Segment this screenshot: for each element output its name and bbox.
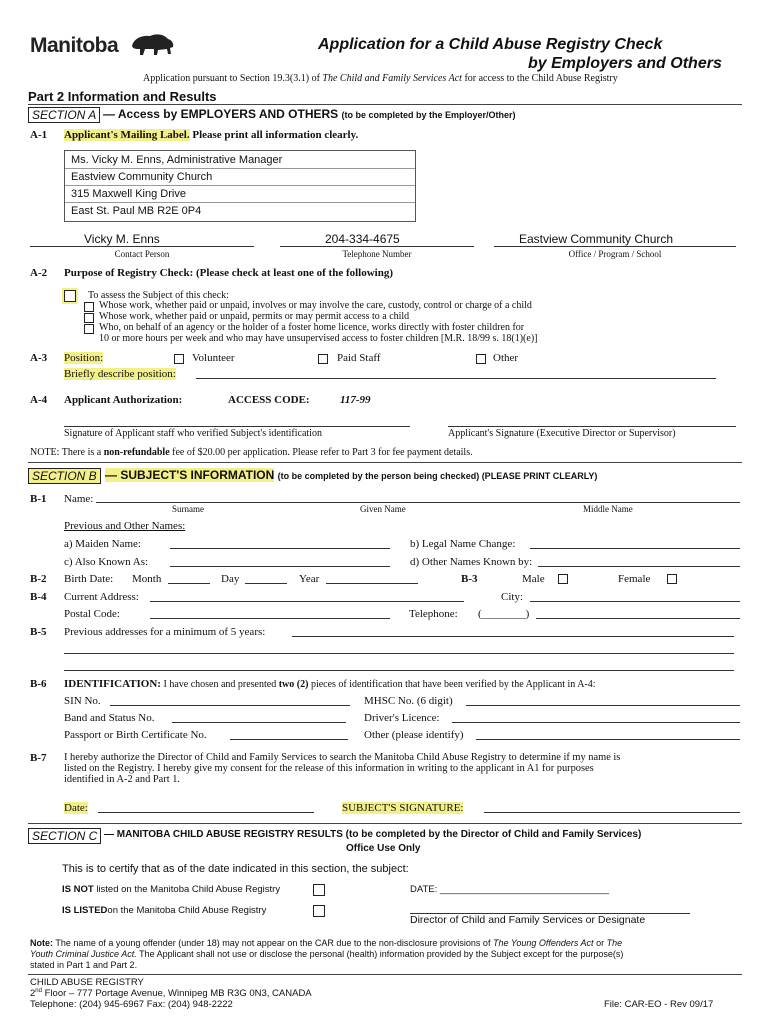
name-field[interactable] bbox=[96, 502, 740, 503]
other-names-field[interactable] bbox=[538, 566, 740, 567]
b6-number: B-6 bbox=[30, 678, 47, 690]
b1-number: B-1 bbox=[30, 493, 47, 505]
maiden-name-field[interactable] bbox=[170, 548, 390, 549]
other-id-field[interactable] bbox=[476, 739, 740, 740]
contact-person-caption: Contact Person bbox=[114, 249, 170, 259]
prev-address-field[interactable] bbox=[292, 636, 734, 637]
paid-staff-label: Paid Staff bbox=[337, 352, 381, 364]
other-id-label: Other (please identify) bbox=[364, 729, 464, 741]
b3-number: B-3 bbox=[461, 573, 478, 585]
form-title-line2: by Employers and Others bbox=[528, 55, 722, 72]
section-c-label: SECTION C bbox=[28, 828, 101, 844]
subject-signature-field[interactable] bbox=[484, 812, 740, 813]
footer-phone: Telephone: (204) 945-6967 Fax: (204) 948-2222 bbox=[30, 999, 233, 1010]
paid-staff-checkbox[interactable] bbox=[318, 354, 328, 364]
phone-field[interactable] bbox=[536, 618, 740, 619]
postal-code-label: Postal Code: bbox=[64, 608, 120, 620]
previous-names-label: Previous and Other Names: bbox=[64, 520, 186, 532]
prev-address-field[interactable] bbox=[64, 670, 734, 671]
bison-logo-icon bbox=[128, 30, 176, 58]
middle-name-caption: Middle Name bbox=[583, 504, 633, 514]
contact-person-value[interactable]: Vicky M. Enns bbox=[84, 232, 160, 246]
is-listed-checkbox[interactable] bbox=[313, 905, 325, 917]
access-code-label: ACCESS CODE: bbox=[228, 394, 310, 406]
describe-position-label: Briefly describe position: bbox=[64, 368, 176, 380]
footer-address: 2nd Floor – 777 Portage Avenue, Winnipeg MB R3G 0N3, CANADA bbox=[30, 988, 312, 1000]
office-use-only: Office Use Only bbox=[346, 843, 421, 854]
volunteer-label: Volunteer bbox=[192, 352, 235, 364]
a2-label: Purpose of Registry Check: (Please check at least one of the following) bbox=[64, 267, 394, 279]
b1-name-label: Name: bbox=[64, 493, 94, 505]
passport-field[interactable] bbox=[230, 739, 348, 740]
a2-opt-label: Who, on behalf of an agency or the holder of a foster home licence, works directly with foster children for bbox=[99, 322, 525, 333]
is-not-checkbox[interactable] bbox=[313, 884, 325, 896]
a1-number: A-1 bbox=[30, 129, 48, 141]
telephone-caption: Telephone Number bbox=[342, 249, 412, 259]
a2-opt-label: Whose work, whether paid or unpaid, permits or may permit access to a child bbox=[99, 311, 410, 322]
footer-registry: CHILD ABUSE REGISTRY bbox=[30, 977, 144, 988]
mailing-label-box[interactable] bbox=[64, 150, 416, 222]
staff-signature-caption: Signature of Applicant staff who verified Subject's identification bbox=[64, 428, 322, 439]
female-label: Female bbox=[618, 573, 651, 585]
section-a-label: SECTION A bbox=[28, 107, 100, 123]
female-checkbox[interactable] bbox=[667, 574, 677, 584]
telephone-label: Telephone: bbox=[409, 608, 458, 620]
part2-title: Part 2 Information and Results bbox=[28, 89, 217, 104]
day-field[interactable] bbox=[245, 583, 287, 584]
other-checkbox[interactable] bbox=[476, 354, 486, 364]
applicant-signature-field[interactable] bbox=[448, 426, 736, 427]
a3-number: A-3 bbox=[30, 352, 48, 364]
b5-number: B-5 bbox=[30, 626, 47, 638]
prev-address-field[interactable] bbox=[64, 653, 734, 654]
prev-addresses-label: Previous addresses for a minimum of 5 years: bbox=[64, 626, 266, 638]
describe-position-field[interactable] bbox=[196, 378, 716, 379]
other-names-label: d) Other Names Known by: bbox=[410, 556, 533, 568]
section-a-heading: — Access by EMPLOYERS AND OTHERS (to be completed by the Employer/Other) bbox=[103, 107, 516, 121]
a4-label: Applicant Authorization: bbox=[64, 394, 183, 406]
aka-field[interactable] bbox=[170, 566, 390, 567]
a3-position-label: Position: bbox=[64, 352, 104, 364]
subject-signature-label: SUBJECT'S SIGNATURE: bbox=[342, 802, 464, 814]
section-b-label: SECTION B bbox=[28, 468, 101, 484]
certify-text: This is to certify that as of the date indicated in this section, the subject: bbox=[62, 863, 409, 875]
city-label: City: bbox=[501, 591, 524, 603]
telephone-value[interactable]: 204-334-4675 bbox=[325, 232, 400, 246]
form-subtitle: Application pursuant to Section 19.3(3.1) of The Child and Family Services Act for access to the Child Abuse Registry bbox=[143, 73, 618, 84]
band-label: Band and Status No. bbox=[64, 712, 155, 724]
is-not-label: IS NOT listed on the Manitoba Child Abuse Registry bbox=[62, 884, 281, 895]
b7-consent-line: listed on the Registry. I hereby give my consent for the release of this information in writing to the applicant in A1 for purposes bbox=[64, 763, 594, 774]
male-checkbox[interactable] bbox=[558, 574, 568, 584]
manitoba-logo: Manitoba bbox=[30, 34, 119, 57]
legal-change-label: b) Legal Name Change: bbox=[410, 538, 516, 550]
a2-main-label: To assess the Subject of this check: bbox=[88, 290, 229, 301]
a2-opt-label: Whose work, whether paid or unpaid, involves or may involve the care, custody, control or charge of a child bbox=[99, 300, 532, 311]
other-label: Other bbox=[493, 352, 519, 364]
access-code-value: 117-99 bbox=[340, 394, 371, 406]
a2-opt-checkbox[interactable] bbox=[84, 302, 94, 312]
applicant-signature-caption: Applicant's Signature (Executive Director or Supervisor) bbox=[448, 428, 676, 439]
passport-label: Passport or Birth Certificate No. bbox=[64, 729, 207, 741]
maiden-name-label: a) Maiden Name: bbox=[64, 538, 141, 550]
director-caption: Director of Child and Family Services or Designate bbox=[410, 914, 646, 926]
date-field[interactable] bbox=[98, 812, 314, 813]
legal-change-field[interactable] bbox=[530, 548, 740, 549]
mailing-line: Eastview Community Church bbox=[71, 171, 213, 183]
a2-opt-checkbox[interactable] bbox=[84, 324, 94, 334]
month-label: Month bbox=[132, 573, 162, 585]
current-address-field[interactable] bbox=[150, 601, 464, 602]
sin-label: SIN No. bbox=[64, 695, 101, 707]
a2-main-checkbox[interactable] bbox=[64, 290, 76, 302]
male-label: Male bbox=[522, 573, 545, 585]
mhsc-field[interactable] bbox=[466, 705, 740, 706]
a1-label: Applicant's Mailing Label. Please print all information clearly. bbox=[64, 129, 359, 141]
result-date-label: DATE: ________________________________ bbox=[410, 884, 609, 895]
mailing-line: East St. Paul MB R2E 0P4 bbox=[71, 205, 202, 217]
year-field[interactable] bbox=[326, 583, 418, 584]
mailing-line: Ms. Vicky M. Enns, Administrative Manager bbox=[71, 154, 283, 166]
office-caption: Office / Program / School bbox=[568, 249, 662, 259]
is-listed-label: IS LISTEDon the Manitoba Child Abuse Registry bbox=[62, 905, 267, 916]
month-field[interactable] bbox=[168, 583, 210, 584]
a2-opt-checkbox[interactable] bbox=[84, 313, 94, 323]
aka-label: c) Also Known As: bbox=[64, 556, 149, 568]
section-c-heading: — MANITOBA CHILD ABUSE REGISTRY RESULTS (to be completed by the Director of Child and Family Services) bbox=[104, 829, 642, 840]
date-label: Date: bbox=[64, 802, 88, 814]
a4-number: A-4 bbox=[30, 394, 48, 406]
staff-signature-field[interactable] bbox=[64, 426, 410, 427]
form-title-line1: Application for a Child Abuse Registry Check bbox=[318, 36, 663, 53]
area-code-field[interactable]: (________) bbox=[478, 608, 530, 620]
b7-consent-line: identified in A-2 and Part 1. bbox=[64, 774, 181, 785]
b2-number: B-2 bbox=[30, 573, 47, 585]
birth-date-label: Birth Date: bbox=[64, 573, 114, 585]
sin-field[interactable] bbox=[110, 705, 350, 706]
b4-number: B-4 bbox=[30, 591, 47, 603]
mailing-line: 315 Maxwell King Drive bbox=[71, 188, 186, 200]
driver-licence-label: Driver's Licence: bbox=[364, 712, 440, 724]
a2-number: A-2 bbox=[30, 267, 48, 279]
current-address-label: Current Address: bbox=[64, 591, 139, 603]
day-label: Day bbox=[221, 573, 240, 585]
given-name-caption: Given Name bbox=[360, 504, 406, 514]
year-label: Year bbox=[299, 573, 320, 585]
surname-caption: Surname bbox=[172, 504, 204, 514]
postal-code-field[interactable] bbox=[150, 618, 390, 619]
office-value[interactable]: Eastview Community Church bbox=[519, 232, 674, 246]
b7-number: B-7 bbox=[30, 752, 47, 764]
identification-text: IDENTIFICATION: I have chosen and presented two (2) pieces of identification that have been verified by the Applicant in A-4: bbox=[64, 678, 596, 690]
b7-consent-line: I hereby authorize the Director of Child and Family Services to search the Manitoba Child Abuse Registry to determine if my name is bbox=[64, 752, 621, 763]
mhsc-label: MHSC No. (6 digit) bbox=[364, 695, 453, 707]
a2-opt-label-cont: 10 or more hours per week and who may have unsupervised access to foster children [M.R. 18/99 s. 18(1)(e)] bbox=[99, 333, 538, 344]
band-field[interactable] bbox=[172, 722, 346, 723]
volunteer-checkbox[interactable] bbox=[174, 354, 184, 364]
section-c-note: Note: The name of a young offender (under 18) may not appear on the CAR due to the non-disclosure provisions of The Young Offenders Act or The Youth Criminal Justice Act. The Applicant shall not use or disclose the personal (health) information provided by the Subject except for the purpose(s) stated in Part 1 and Part 2. bbox=[30, 938, 624, 970]
city-field[interactable] bbox=[530, 601, 740, 602]
footer-file-code: File: CAR-EO - Rev 09/17 bbox=[604, 999, 714, 1010]
fee-note: NOTE: There is a non-refundable fee of $20.00 per application. Please refer to Part 3 for fee payment details. bbox=[30, 447, 473, 458]
driver-licence-field[interactable] bbox=[452, 722, 740, 723]
section-b-heading: — SUBJECT'S INFORMATION (to be completed by the person being checked) (PLEASE PRINT CLEARLY) bbox=[105, 468, 598, 482]
